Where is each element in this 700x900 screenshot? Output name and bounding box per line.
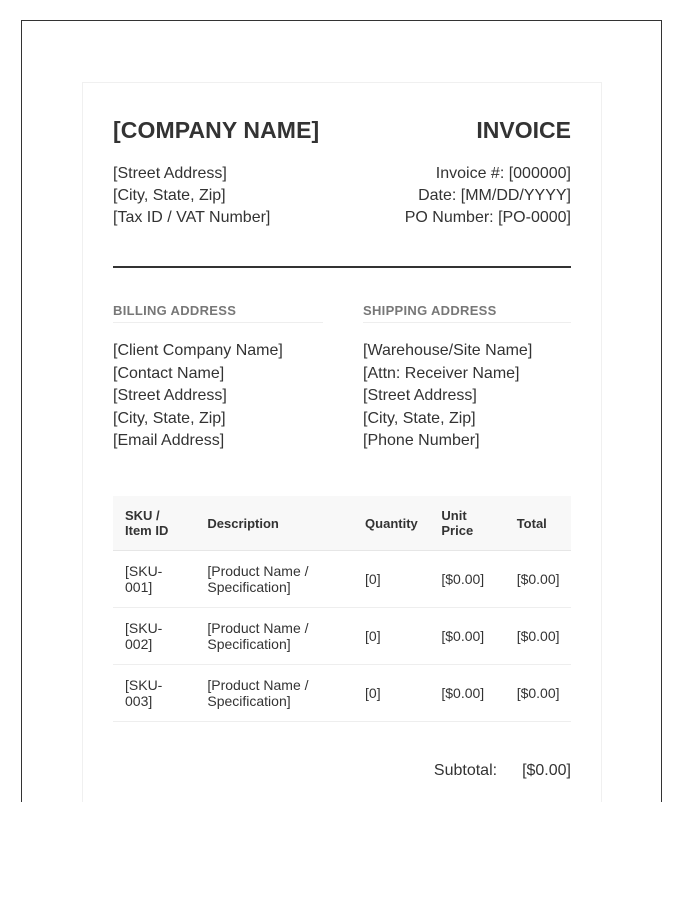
billing-street: [Street Address] <box>113 387 227 404</box>
cell-unit-price: [$0.00] <box>429 665 504 722</box>
header-unit-line1: Unit <box>441 508 467 523</box>
shipping-address <box>363 303 571 453</box>
table-header-row <box>113 496 571 551</box>
cell-description <box>195 551 353 608</box>
po-number: PO Number: [PO-0000] <box>404 209 571 226</box>
cell-unit-price: [$0.00] <box>429 608 504 665</box>
header-sku <box>113 496 195 551</box>
table-row <box>113 665 571 722</box>
cell-sku-line1: [SKU- <box>125 563 163 579</box>
cell-description <box>195 608 353 665</box>
subtotal-label: Subtotal: <box>433 762 498 779</box>
cell-sku <box>113 551 195 608</box>
billing-contact: [Contact Name] <box>113 364 225 382</box>
shipping-heading: SHIPPING ADDRESS <box>363 303 571 323</box>
header-divider <box>113 266 571 268</box>
header-sku-line1: SKU / <box>125 508 160 523</box>
invoice-header <box>113 83 571 269</box>
cell-total: [$0.00] <box>505 665 571 722</box>
invoice-title: INVOICE <box>476 117 571 143</box>
company-name: [COMPANY NAME] <box>113 117 320 143</box>
subtotal-value: [$0.00] <box>522 762 571 779</box>
shipping-lines <box>363 340 571 453</box>
cell-quantity: [0] <box>353 665 429 722</box>
invoice-number: Invoice #: [000000] <box>435 165 571 182</box>
cell-desc-line1: [Product Name / <box>207 563 309 579</box>
cell-description <box>195 665 353 722</box>
cell-quantity: [0] <box>353 551 429 608</box>
cell-desc-line1: [Product Name / <box>207 620 309 636</box>
cell-total: [$0.00] <box>505 551 571 608</box>
invoice-page <box>82 82 602 802</box>
cell-total: [$0.00] <box>505 608 571 665</box>
billing-address <box>113 303 323 453</box>
cell-quantity: [0] <box>353 608 429 665</box>
cell-sku-line1: [SKU- <box>125 620 163 636</box>
header-sku-line2: Item ID <box>125 523 169 538</box>
cell-desc-line2: Specification] <box>207 693 291 709</box>
company-details <box>113 163 270 229</box>
billing-email: [Email Address] <box>113 432 225 449</box>
company-street: [Street Address] <box>113 165 227 182</box>
invoice-content <box>113 83 571 779</box>
invoice-meta <box>405 163 571 229</box>
shipping-city: [City, State, Zip] <box>363 409 476 427</box>
table-row <box>113 551 571 608</box>
header-quantity: Quantity <box>353 496 429 551</box>
subtotal-row <box>434 762 571 780</box>
billing-heading: BILLING ADDRESS <box>113 303 323 323</box>
address-section <box>113 303 571 463</box>
shipping-site: [Warehouse/Site Name] <box>363 342 533 359</box>
cell-sku-line1: [SKU- <box>125 677 163 693</box>
shipping-phone: [Phone Number] <box>363 432 480 449</box>
cell-desc-line2: Specification] <box>207 579 291 595</box>
shipping-street: [Street Address] <box>363 387 477 404</box>
cell-sku <box>113 665 195 722</box>
cell-desc-line2: Specification] <box>207 636 291 652</box>
cell-sku-line2: 001] <box>125 579 153 595</box>
billing-lines <box>113 340 323 453</box>
document-viewport[interactable] <box>21 20 662 802</box>
header-unit-line2: Price <box>441 523 474 538</box>
table-row <box>113 608 571 665</box>
header-total: Total <box>505 496 571 551</box>
cell-sku-line2: 003] <box>125 693 153 709</box>
billing-city: [City, State, Zip] <box>113 409 226 427</box>
company-tax-id: [Tax ID / VAT Number] <box>113 209 271 226</box>
billing-company: [Client Company Name] <box>113 342 283 359</box>
cell-unit-price: [$0.00] <box>429 551 504 608</box>
company-city: [City, State, Zip] <box>113 187 226 204</box>
header-description: Description <box>195 496 353 551</box>
cell-sku <box>113 608 195 665</box>
invoice-date: Date: [MM/DD/YYYY] <box>418 187 571 204</box>
line-items-table <box>113 496 571 722</box>
header-unit-price <box>429 496 504 551</box>
shipping-attn: [Attn: Receiver Name] <box>363 364 520 382</box>
cell-desc-line1: [Product Name / <box>207 677 309 693</box>
cell-sku-line2: 002] <box>125 636 153 652</box>
